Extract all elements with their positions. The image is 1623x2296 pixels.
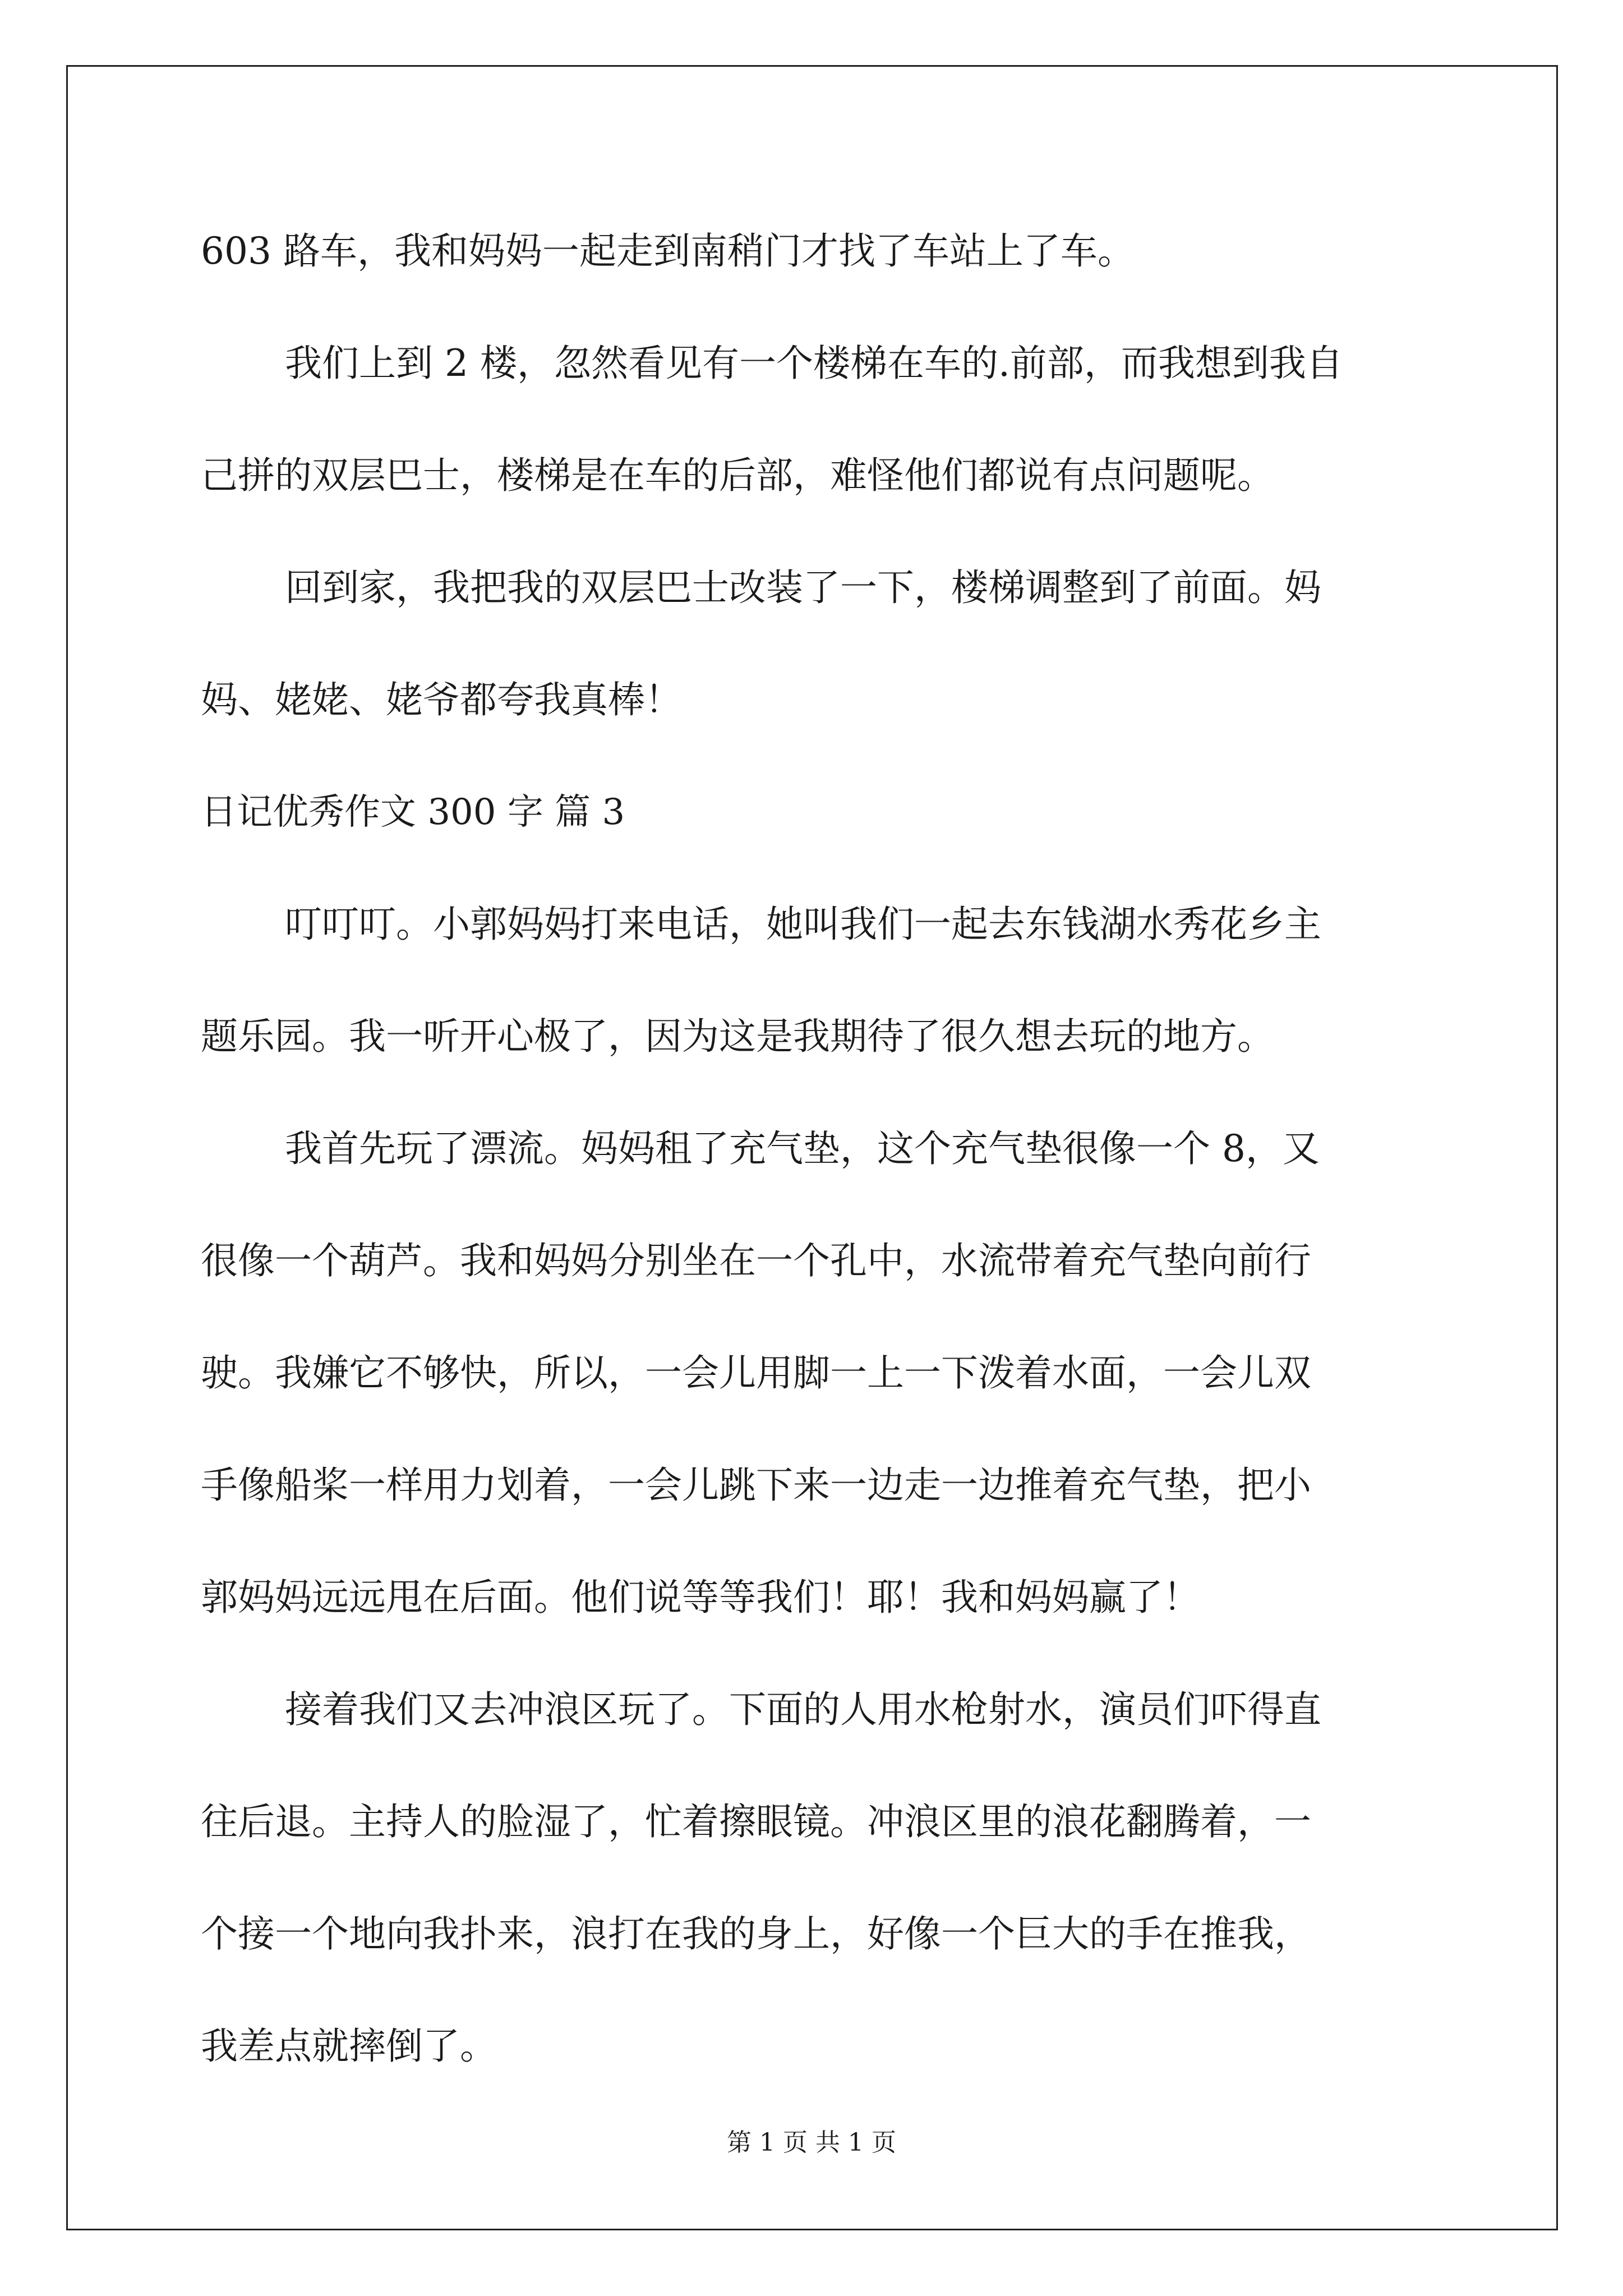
text-line-9: 我首先玩了漂流。妈妈租了充气垫，这个充气垫很像一个 8，又 — [285, 1127, 1320, 1170]
text-line-17: 我差点就摔倒了。 — [201, 2024, 497, 2068]
text-line-12: 手像船桨一样用力划着，一会儿跳下来一边走一边推着充气垫，把小 — [201, 1464, 1311, 1507]
text-line-8: 题乐园。我一听开心极了，因为这是我期待了很久想去玩的地方。 — [201, 1015, 1274, 1058]
page-footer: 第 1 页 共 1 页 — [727, 2128, 896, 2157]
text-line-10: 很像一个葫芦。我和妈妈分别坐在一个孔中，水流带着充气垫向前行 — [201, 1239, 1311, 1282]
text-line-11: 驶。我嫌它不够快，所以，一会儿用脚一上一下泼着水面，一会儿双 — [201, 1351, 1311, 1395]
text-line-4: 回到家，我把我的双层巴士改装了一下，楼梯调整到了前面。妈 — [285, 566, 1321, 609]
text-line-3: 己拼的双层巴士，楼梯是在车的后部，难怪他们都说有点问题呢。 — [201, 454, 1274, 497]
text-line-1: 603 路车，我和妈妈一起走到南稍门才找了车站上了车。 — [201, 229, 1135, 273]
text-line-5: 妈、姥姥、姥爷都夸我真棒！ — [201, 678, 682, 721]
text-line-15: 往后退。主持人的脸湿了，忙着擦眼镜。冲浪区里的浪花翻腾着，一 — [201, 1800, 1311, 1843]
document-body — [201, 218, 1429, 2125]
text-line-7: 叮叮叮。小郭妈妈打来电话，她叫我们一起去东钱湖水秀花乡主 — [285, 903, 1321, 946]
text-line-16: 个接一个地向我扑来，浪打在我的身上，好像一个巨大的手在推我， — [201, 1912, 1311, 1955]
text-line-2: 我们上到 2 楼，忽然看见有一个楼梯在车的.前部，而我想到我自 — [285, 342, 1343, 385]
text-line-13: 郭妈妈远远甩在后面。他们说等等我们！耶！我和妈妈赢了！ — [201, 1576, 1200, 1619]
text-line-14: 接着我们又去冲浪区玩了。下面的人用水枪射水，演员们吓得直 — [285, 1688, 1321, 1731]
section-heading: 日记优秀作文 300 字 篇 3 — [201, 792, 625, 833]
